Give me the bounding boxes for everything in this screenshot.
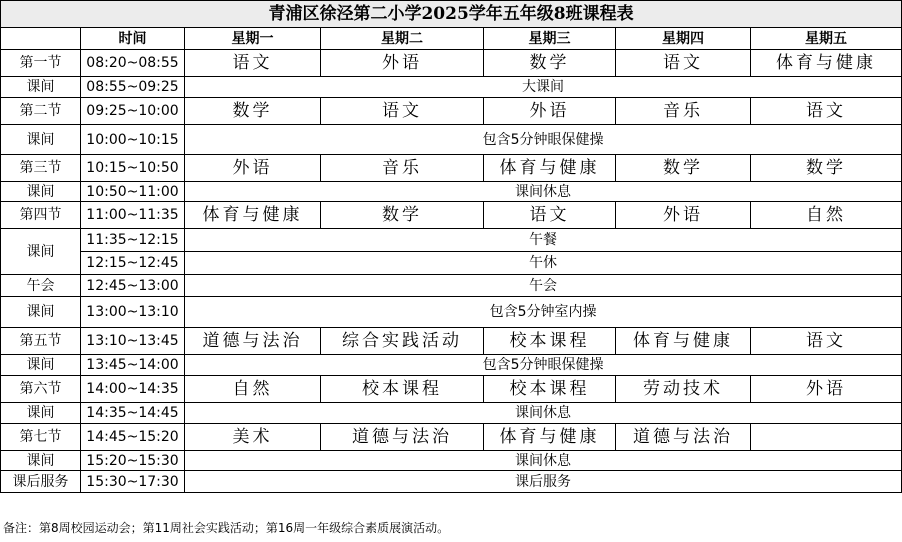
break-note: 课间休息 [185,182,902,202]
time-cell: 10:15~10:50 [81,155,185,182]
time-cell: 08:55~09:25 [81,77,185,98]
course-cell: 语文 [616,50,751,77]
column-header: 时间 [81,28,185,50]
course-cell: 校本课程 [484,328,616,355]
row-label: 第三节 [1,155,81,182]
break-note: 午餐 [185,229,902,252]
row-label: 第四节 [1,202,81,229]
row-label: 课间 [1,77,81,98]
period-row [1,98,902,125]
break-note: 包含5分钟室内操 [185,297,902,328]
row-label: 课间 [1,229,81,275]
break-note: 午休 [185,252,902,275]
page-title: 青浦区徐泾第二小学2025学年五年级8班课程表 [1,1,902,28]
break-note: 课间休息 [185,403,902,424]
time-cell: 11:35~12:15 [81,229,185,252]
break-row [1,275,902,297]
time-cell: 15:20~15:30 [81,451,185,471]
break-note: 包含5分钟眼保健操 [185,125,902,155]
course-cell: 语文 [751,98,902,125]
title-row [1,1,902,28]
course-cell: 外语 [484,98,616,125]
course-cell: 外语 [321,50,484,77]
row-label: 课间 [1,182,81,202]
row-label: 第六节 [1,376,81,403]
course-cell: 外语 [751,376,902,403]
column-header: 星期三 [484,28,616,50]
break-row [1,182,902,202]
time-cell: 12:15~12:45 [81,252,185,275]
row-label: 课间 [1,297,81,328]
row-label: 第二节 [1,98,81,125]
course-cell: 道德与法治 [616,424,751,451]
course-cell: 数学 [321,202,484,229]
course-cell: 校本课程 [484,376,616,403]
break-row [1,297,902,328]
course-cell: 音乐 [321,155,484,182]
course-cell: 自然 [751,202,902,229]
course-cell: 数学 [185,98,321,125]
course-cell: 音乐 [616,98,751,125]
break-note: 午会 [185,275,902,297]
row-label: 午会 [1,275,81,297]
course-cell: 体育与健康 [185,202,321,229]
course-cell: 体育与健康 [751,50,902,77]
time-cell: 13:00~13:10 [81,297,185,328]
time-cell: 13:10~13:45 [81,328,185,355]
course-cell: 数学 [751,155,902,182]
time-cell: 14:35~14:45 [81,403,185,424]
period-row [1,202,902,229]
row-label: 第七节 [1,424,81,451]
course-cell: 语文 [751,328,902,355]
course-cell: 数学 [484,50,616,77]
column-header: 星期二 [321,28,484,50]
course-cell: 语文 [484,202,616,229]
course-cell: 外语 [185,155,321,182]
column-header: 星期五 [751,28,902,50]
row-label: 第一节 [1,50,81,77]
break-row [1,77,902,98]
break-note: 包含5分钟眼保健操 [185,355,902,376]
course-cell: 数学 [616,155,751,182]
course-cell: 自然 [185,376,321,403]
column-header: 星期一 [185,28,321,50]
break-row [1,355,902,376]
course-cell: 体育与健康 [484,155,616,182]
footnote: 备注：第8周校园运动会；第11周社会实践活动；第16周一年级综合素质展演活动。 [3,521,450,535]
break-row [1,125,902,155]
row-label: 课间 [1,125,81,155]
row-label: 课间 [1,403,81,424]
course-cell: 体育与健康 [484,424,616,451]
period-row [1,155,902,182]
course-cell: 道德与法治 [321,424,484,451]
break-row [1,451,902,471]
row-label: 课间 [1,451,81,471]
course-cell: 综合实践活动 [321,328,484,355]
time-cell: 14:45~15:20 [81,424,185,451]
time-cell: 09:25~10:00 [81,98,185,125]
time-cell: 13:45~14:00 [81,355,185,376]
time-cell: 08:20~08:55 [81,50,185,77]
break-row [1,403,902,424]
period-row [1,50,902,77]
course-cell: 体育与健康 [616,328,751,355]
break-note: 课后服务 [185,471,902,493]
row-label: 课后服务 [1,471,81,493]
period-row [1,376,902,403]
course-cell: 语文 [321,98,484,125]
empty-cell [751,424,902,451]
column-header [1,28,81,50]
header-row [1,28,902,50]
time-cell: 10:00~10:15 [81,125,185,155]
break-row [1,471,902,493]
course-cell: 校本课程 [321,376,484,403]
course-cell: 语文 [185,50,321,77]
row-label: 第五节 [1,328,81,355]
break-note: 课间休息 [185,451,902,471]
time-cell: 11:00~11:35 [81,202,185,229]
column-header: 星期四 [616,28,751,50]
break-row [1,229,902,252]
course-cell: 外语 [616,202,751,229]
break-note: 大课间 [185,77,902,98]
row-label: 课间 [1,355,81,376]
course-cell: 劳动技术 [616,376,751,403]
time-cell: 12:45~13:00 [81,275,185,297]
time-cell: 10:50~11:00 [81,182,185,202]
time-cell: 15:30~17:30 [81,471,185,493]
course-cell: 道德与法治 [185,328,321,355]
break-row [1,252,902,275]
period-row [1,328,902,355]
time-cell: 14:00~14:35 [81,376,185,403]
period-row [1,424,902,451]
course-cell: 美术 [185,424,321,451]
